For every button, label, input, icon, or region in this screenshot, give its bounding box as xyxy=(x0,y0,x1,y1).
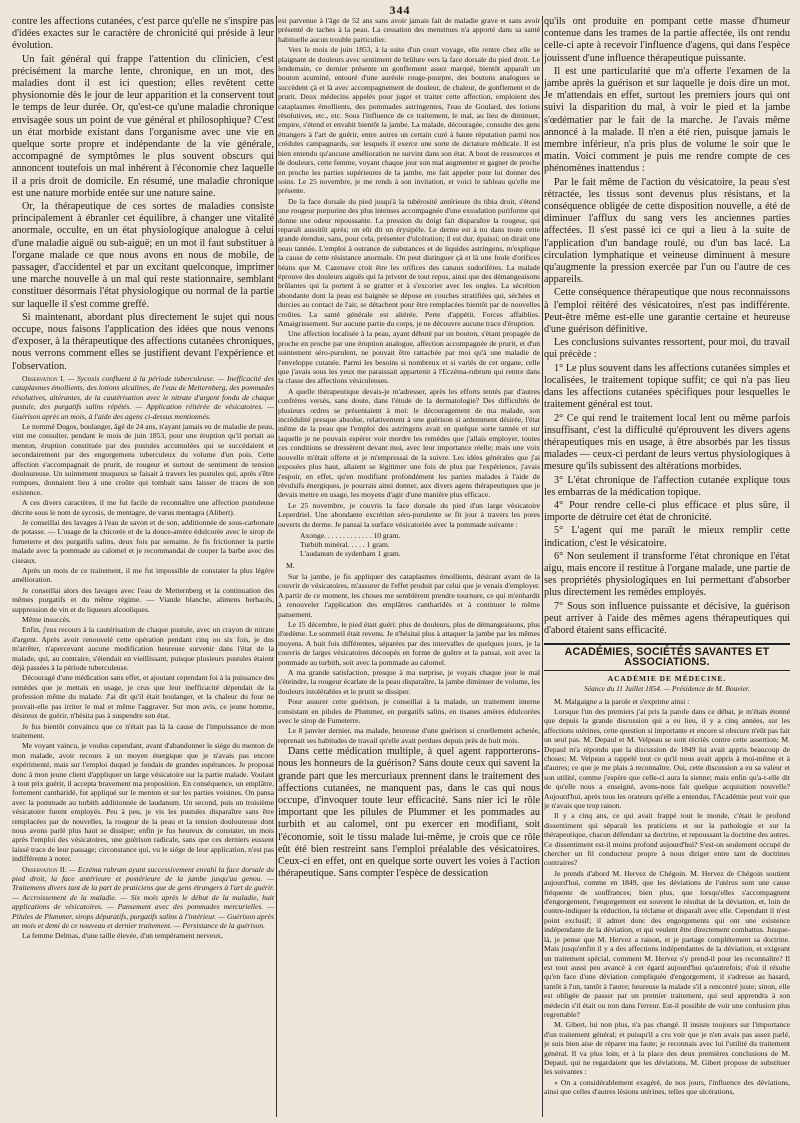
observation-heading xyxy=(12,865,274,931)
academy-report xyxy=(544,697,790,1097)
paragraph: Le 8 janvier dernier, ma malade, heureuse d'une guérison si cruellement achetée, reprenait ses habitudes de travail qu'elle avait perdues depuis près de huit mois. xyxy=(278,726,540,745)
paragraph: Un fait général qui frappe l'attention du clinicien, c'est précisément la marche lente, chronique, en un mot, des maladies dont il est ici question; elles revêtent cette physionomie dès le jour de leur apparition et la conservent tout le temps de leur durée. Or, qu'est-ce qu'une maladie chronique envisagée sous un point de vue général et philosophique? C'est un état morbide existant dans l'organisme avec une vie en quelque sorte propre et indépendante de la vie générale, accompagné de symptômes le plus souvent obscurs qui annoncent toutefois un mal inhérent à l'économie chez laquelle il a pris droit de domicile. En résumé, une maladie chronique est une nature morbide entée sur une nature saine. xyxy=(12,53,274,199)
paragraph: qu'ils ont produite en pompant cette masse d'humeur contenue dans les trames de la partie affectée, ils ont rendu celle-ci apte à recevoir l'influence d'agens, qui dans l'espèce jouissent d'une influence thérapeutique puissante. xyxy=(544,16,790,64)
session-line: Séance du 11 Juillet 1854. — Présidence de M. Bouvier. xyxy=(584,683,750,693)
paragraph: La femme Delmas, d'une taille élevée, d'un tempérament nerveux, xyxy=(22,931,223,941)
paragraph: Je prends d'abord M. Hervez de Chégoin. M. Hervez de Chégoin soutient aujourd'hui, comme en 1849, que les déviations de l'utérus sont une cause fréquente de souffrances; bien plus, que lorsqu'elles s'accompagnent d'engorgement, l'engorgement est souvent le résultat de la déviation, et, loin de contre-indiquer la réduction, la réclame et disparaît avec elle. Cependant il n'est point exclusif; il admet donc des engorgements qui ont une existence indépendante de la déviation, et qui veulent être directement combattus. Jusque-là, je pense que M. Hervez a raison, et je partage complètement sa doctrine. Mais jusqu'enfin il y a des affections indépendantes de la déviation, et exigeant un traitement spécial, comment M. Hervez s'y prend-il pour les reconnaître? Il est tout aussi peu avancé à cet égard aujourd'hui qu'autrefois; d'où il résulte qu'en face d'une déviation compliquée d'engorgement, il s'adresse au hasard, tantôt à l'un, tantôt à l'autre; heureuse la malade s'il a rencontré juste; sinon, elle est obligée de passer par un premier traitement, qui seul apprendra à son médecin s'il était ou non dans l'erreur. Est-il possible de voir une confusion plus regrettable? xyxy=(544,868,790,1019)
paragraph: A ces divers caractères, il me fut facile de reconnaître une affection pustuleuse décrite sous le nom de sycosis, de mentagre, de varus mentagra (Alibert). xyxy=(12,498,274,517)
conclusion-item: 1° Le plus souvent dans les affections cutanées simples et localisées, le traitement topique suffit; ce qui n'a pas lieu dans les affections cutanées spécifiques pour lesquelles le traitement général est tout. xyxy=(544,362,790,411)
paragraph: M. Gibert, lui non plus, n'a pas changé. Il insiste toujours sur l'importance d'un traitement général; et puisqu'il a cru voir que je n'en avais pas assez parlé, je suis bien aise de réparer ma faute; je reconnais avec lui l'utilité du traitement général. Il va plus loin; et à la place des deux premières conclusions de M. Depaul, qui ne regardaient que les déviations, M. Gibert propose de substituer les suivantes : xyxy=(544,1020,790,1077)
observation-1 xyxy=(12,374,274,864)
conclusion-item: 3° L'état chronique de l'affection cutanée explique tous les embarras de la médication topique. xyxy=(544,474,790,498)
paragraph: « On a considérablement exagéré, de nos jours, l'influence des déviations, ainsi que celles d'autres lésions utérines, telles que ulcérations, xyxy=(544,1077,790,1097)
column-middle xyxy=(278,16,540,1119)
paragraph: Cette conséquence thérapeutique que nous reconnaissons à l'emploi réitéré des vésicatoires, n'est pas indifférente. Peut-être même est-elle une garantie certaine et heureuse d'une guérison définitive. xyxy=(544,287,790,336)
conclusion-item: 5° L'agent qui me paraît le mieux remplir cette indication, c'est le vésicatoire. xyxy=(544,525,790,549)
paragraph: Il est une particularité que m'a offerte l'examen de la jambe après la guérison et sur laquelle je dois dire un mot. Je m'attendais en effet, surtout les premiers jours qui ont suivi la disparition du mal, à voir le pied et la jambe s'œdématier par le fait de la marche. Je l'avais même annoncé à la malade. Il n'en a été rien, puisque jamais le membre inférieur, n'a pris plus de volume le soir que le matin. Voici comment je puis me rendre compte de ces phénomènes inattendus : xyxy=(544,65,790,175)
paragraph: Me voyant vaincu, je voulus cependant, avant d'abandonner le siége du menton de mon malade, avoir recours à un moyen énergique que je n'avais pas encore expérimenté, mais sur l'emploi duquel je fondais de grandes espérances. Je proposai donc à mon jeune client d'appliquer un large vésicatoire sur la partie malade. Voulant à tout prix guérir, il accepta bravement ma proposition. En conséquence, un emplâtre, fortement cantharidé, fut appliqué sur le menton et sur les parties voisines. On pansa avec la pommade au turbith additionnée de laudanum. Un second, puis un troisième vésicatoire furent employés. Peu à peu, je vis les pustules disparaître sans être remplacées par de nouvelles, la rougeur de la peau et la tension douloureuse dont nous avons parlé plus haut se dissiper; enfin je fus heureux de constater, un mois après l'emploi des vésicatoires, une guérison radicale, sans que ces derniers eussent laissé trace de leur passage; circonstance qui, vu le siége de leur application, n'est pas indifférente à noter. xyxy=(12,741,274,864)
observation-label: Observation II. xyxy=(22,864,67,874)
formula-line: L'audanum de sydenham 1 gram. xyxy=(300,549,401,559)
paragraph: Le 15 décembre, le pied était guéri: plus de douleurs, plus de démangeaisons, plus d'œdème. Le sommeil était revenu. Je n'hésitai plus à attaquer la jambe par les mêmes moyens. A huit fois différentes, séparées par des intervalles de quelques jours, je la couvris de larges vésicatoires découpés en forme de guêtre et la pansai, soit avec la pommade au turbith, soit avec la pommade au calomel. xyxy=(278,619,540,667)
conclusion-item: 2° Ce qui rend le traitement local lent ou même parfois insuffisant, c'est la difficulté qu'éprouvent les divers agens thérapeutiques mis en usage, à être absorbés par les tissus malades — ceux-ci perdant de leurs vertus physiologiques à mesure qu'ils subissent des altérations morbides. xyxy=(544,412,790,473)
paragraph: Si maintenant, abordant plus directement le sujet qui nous occupe, nous faisons l'application des idées que nous venons d'exposer, à la thérapeutique des affections cutanées chroniques, nous verrons comment elles se justifient devant l'expérience et l'observation. xyxy=(12,311,274,372)
paragraph: est parvenue à l'âge de 52 ans sans avoir jamais fait de maladie grave et sans avoir présenté de taches à la peau. La cessation des menstrues n'a apporté dans sa santé habituelle aucun trouble particulier. xyxy=(278,16,540,44)
paragraph: A ma grande satisfaction, presque à ma surprise, je voyais chaque jour le mal s'éteindre, la rougeur écarlate de la peau disparaître, la jambe diminuer de volume, les douleurs intolérables et le prurit se dissiper. xyxy=(278,668,540,696)
conclusion-item: 4° Pour rendre celle-ci plus efficace et plus sûre, il importe de détruire cet état de chronicité. xyxy=(544,499,790,524)
paragraph: M. Malgaigne a la parole et s'exprime ainsi : xyxy=(554,696,690,706)
observation-heading xyxy=(12,374,274,421)
column-left xyxy=(12,16,274,1119)
observation-label: Observation I. xyxy=(22,373,65,383)
paragraph: Enfin, j'eus recours à la cautérisation de chaque pustule, avec un crayon de nitrate d'argent. Après avoir renouvelé cette opération pendant cinq ou six fois, je dus m'arrêter, n'apercevant aucune modification heureuse survenir dans l'état de la malade, qui, au contraire, s'étendait en vieillissant, puisque plusieurs pustules étaient déjà passées à la période tuberculeuse. xyxy=(12,625,274,673)
formula-line: Axonge. . . . . . . . . . . . . 10 gram. xyxy=(300,530,401,540)
paragraph: Dans cette médication multiple, à quel agent rapporterons-nous les honneurs de la guérison? Sans doute ceux qui savent la grande part que les mercuriaux prennent dans le traitement des affections cutanées, ne manquent pas, dans le cas qui nous occupe, d'invoquer toute leur efficacité. Sans nier ici le rôle important que les pilules de Plummer et les pommades au turbith et au calomel, ont pu exercer en modifiant, soit l'économie, soit le tissu malade lui-même, je crois que ce rôle eût été bien restreint sans l'emploi préalable des vésicatoires. Ceux-ci en effet, ont en quelque sorte ouvert les voies à l'action thérapeutique. Sans compter l'espèce de dessication xyxy=(278,746,540,880)
paragraph: Les conclusions suivantes ressortent, pour moi, du travail qui précède : xyxy=(544,337,790,361)
paragraph: Par le fait même de l'action du vésicatoire, la peau s'est rétractée, les tissus sont devenus plus résistans, et la conséquence obligée de cette disposition nouvelle, a été de diminuer l'afflux du sang vers les anciennes parties affectées. Il s'est passé ici ce qui a lieu à la suite de l'application d'un bandage roulé, ou d'un bas lacé. La circulation lymphatique et veineuse diminuent à mesure qu'augmente la pression exercée par l'un ou l'autre de ces appareils. xyxy=(544,176,790,286)
paragraph: Pour assurer cette guérison, je conseillai à la malade, un traitement interne consistant en pilules de Plummer, en purgatifs salins, en tisanes amères édulcorées avec le sirop de Fumeterre. xyxy=(278,697,540,726)
paragraph: Même insuccès. xyxy=(22,615,71,625)
observation-title: — Sycosis confluent à la période tuberculeuse. — Inefficacité des cataplasmes émollients, des lotions alcalines, de l'eau de Metternberg, des pommades résolutives, altérantes, de la cautérisation avec le nitrate d'argent fondu de chaque pustule, des purgatifs salins répétés. — Application réitérée de vésicatoires. — Guérison après un mois, à l'aide des agens ci-dessus mentionnés. xyxy=(12,373,274,421)
paragraph: A quelle thérapeutique devais-je m'adresser, après les efforts tentés par d'autres confrères versés, sans doute, dans l'étude de la dermatologie? Des difficultés de plusieurs ordres se présentaient à moi: le découragement de ma malade, son incrédulité presque absolue, relativement à une guérison si ardemment désirée, l'état même de la peau que l'emploi des astringens avait en quelque sorte tannée et sur laquelle je ne pouvais espérer voir mordre les remèdes que j'allais employer, toutes ces conditions se dressèrent devant moi, avec leur importance réelle; mais une voix nouvelle m'était offerte et je m'empressai de la suivre. Les idées générales que j'ai exposées plus haut, allaient se légitimer une fois de plus par l'expérience, j'avais l'espoir, en effet, qu'en modifiant profondément les parties malades à l'aide de révulsifs énergiques, je pourrais ainsi donner, aux divers agens thérapeutiques que je devais mettre en usage, les moyens d'agir d'une manière plus efficace. xyxy=(278,386,540,500)
observation-2 xyxy=(12,865,274,941)
page-number: 344 xyxy=(389,3,411,17)
paragraph: Lorsque l'un des premiers j'ai pris la parole dans ce débat, je m'étais étonné que depuis la grande discussion qui a eu lieu, il y a cinq années, sur les affections utérines, cette question si importante et encore si obscure n'eût pas fait un seul pas. M. Depaul et M. Velpeau se sont récriés contre cette assertion; M. Depaul m'a répondu que la discussion de 1849 lui avait appris beaucoup de choses; M. Velpeau a rappelé tout ce qu'il nous avait appris à moi-même et à d'autres; ce que je me plais à reconnaître. Oui, cette discussion a eu sa valeur et son utilité, comme j'espère que celle-ci aura la sienne; mais enfin qu'a-t-elle dit de qu'elle nous a enseigné, avons-nous fait quelque acquisition nouvelle? Aujourd'hui, après tous les orateurs qu'elle a entendus, l'Académie peut voir que je n'avais que trop raison. xyxy=(544,706,790,810)
paragraph: Je conseillai des lavages à l'eau de savon et de son, additionnée de sous-carbonate de potasse. — L'usage de la chicorée et de la douce-amère édulcorée avec le sirop de fumeterre et des purgatifs salins, deux fois par semaine. Je fis frictionner la partie malade avec la pommade au calomel et je recommandai de couper la barbe avec des ciseaux. xyxy=(12,517,274,565)
conclusion-item: 7° Sous son influence puissante et décisive, la guérison peut arriver à l'aide des mêmes agens thérapeutiques qui d'abord étaient sans efficacité. xyxy=(544,600,790,636)
section-heading: ACADÉMIES, SOCIÉTÉS SAVANTES ET ASSOCIATIONS. xyxy=(544,643,790,671)
paragraph: Une affection localisée à la peau, ayant débuté par un bouton, s'étant propagée de proche en proche par une éruption analogue, affection accompagnée de prurit, et d'un suintement séro-purulent, ne pouvait être rattachée par moi qu'à une maladie de l'enveloppe cutanée. Parmi les besoins si nombreux et si variés de cet organe, celle que j'avais sous les yeux me paraissait appartenir à l'Eczéma-rubrum qui rentre dans la classe des affections vésiculeuses. xyxy=(278,329,540,386)
formula-signature: M. xyxy=(286,560,295,570)
paragraph: Le 25 novembre, je couvris la face dorsale du pied d'un large vésicatoire Leperdriel. Une abondante excrétion séro-purulente se fit jour à travers les pores ouverts du derme. Je pansai la surface vésicatoriée avec la pommade suivante : xyxy=(278,500,540,529)
formula-line: Turbith minéral. . . . . 1 gram. xyxy=(300,540,390,550)
column-rule xyxy=(276,16,277,1117)
column-right xyxy=(544,16,790,1119)
paragraph: Je fus bientôt convaincu que ce n'était pas là la cause de l'impuissance de mon traitement. xyxy=(12,721,274,740)
paragraph: Vers le mois de juin 1853, à la suite d'un court voyage, elle rentre chez elle se plaignant de douleurs avec sentiment de brûlure vers la face dorsale du pied droit. Le lendemain, ce dernier présente un gonflement assez marqué, bientôt apparaît un bouton acuminé, entouré d'une auréole rouge-pourpre, des boutons analogues se succèdent çà et là avec accompagnement de douleur, de chaleur, de gonflement et de prurit. Deux médecins appelés pour juger et traiter cette affection, emploient des cataplasmes émollients, des pommades astringentes, l'eau de Goulard, des lotions résolutives, etc., etc. Sous l'influence de ce traitement, le mal, au lieu de diminuer, empire, s'étend et envahit bientôt la jambe. La malade, découragée, consulte des gens étrangers à l'art de guérir, entre autres un certain curé à haute réputation parmi nos crédules campagnards, sur lesquels il exerce une sorte de dictature médicale. Il est bien entendu qu'aucune amélioration ne survint dans son état. A bout de ressources et de douleurs, cette femme, voyant chaque jour son mal augmenter et gagner de proche en proche les parties supérieures de la jambe, me fait appeler pour lui donner des soins. Le 25 novembre, je me rends à son invitation, et voici le tableau qu'elle me présente. xyxy=(278,45,540,196)
paragraph: De la face dorsale du pied jusqu'à la tubérosité antérieure du tibia droit, s'étend une rougeur purpurine des plus intenses accompagnée d'une exsudation puriforme qui donne une odeur repoussante. La pression du doigt fait disparaître la rougeur, qui reparaît aussitôt après; on eût dit un érysipèle. Le derme est à nu dans toute cette grande étendue, sans, pour cela, présenter d'ulcération; il est dur, épaissi; on dirait une peau tannée. L'emploi à outrance de substances et de liquides astringens, m'explique la cause de cette résistance anormale. On peut distinguer çà et là une foule d'orifices béans que M. Cazenave croit être les orifices des canaux sudorifères. La malade éprouve des douleurs aiguës qui la privent de tout repos, ainsi que des démangeaisons brûlantes qui la portent à se gratter et à s'excorier avec les ongles. La sécrétion abondante dont la peau est baignée se dépose en couches stratifiées qui, séchées et durcies au contact de l'air, se détachent pour être remplacées bientôt par de nouvelles croûtes. La santé générale est altérée. Perte d'appétit. Forces affaiblies. Amaigrissement. Sur aucune partie du corps, je ne découvre aucune trace d'éruption. xyxy=(278,196,540,328)
paragraph: Le nommé Dugos, boulanger, âgé de 24 ans, n'ayant jamais eu de maladie de peau, vint me consulter, pendant le mois de juin 1853, pour une éruption qu'il portait au menton, éruption constituée par des pustules accumulées qui se succédaient et secondairement par des engorgemens tuberculeux du volume d'un pois. Cette affection s'accompagnait de prurit, de rougeur et surtout de sentiment de tension douloureuse. Un suintement muqueux se faisait à travers les pustules qui, après s'être rompues, donnaient lieu à une croûte qui tombait sans laisser de traces de son existence. xyxy=(12,421,274,497)
subsection-heading: ACADÉMIE DE MÉDECINE. xyxy=(607,673,727,683)
paragraph: Or, la thérapeutique de ces sortes de maladies consiste principalement à ébranler cet équilibre, à changer une vitalité anormale, occulte, en un état physiologique analogue à celui d'une maladie aiguë ou sub-aiguë; en un mot il faut substituer à l'organe malade ce que nous avons en nous de mobile, de passager, d'accidentel et par un excitant quelconque, imprimer une marche nouvelle à un mal qui reste stationnaire, semblant constituer désormais l'état physiologique ou normal de la partie sur laquelle il s'est comme greffé. xyxy=(12,201,274,310)
prescription-formula xyxy=(300,531,540,559)
paragraph: Découragé d'une médication sans effet, et ajoutant cependant foi à la puissance des remèdes que je mettais en usage, je crus que leur inefficacité dépendait de la profession même du malade. J'ai dit qu'il était boulanger, et la chaleur du four ne pouvait-elle pas irriter le mal et même l'aggraver. Sur mon avis, ce jeune homme, désireux de guérir, n'hésita pas à suspendre son état. xyxy=(12,673,274,721)
paragraph: Je conseillai alors des lavages avec l'eau de Metternberg et la continuation des mêmes purgatifs et du même régime. — Viande blanche, alimens herbacés, suppression de vin et de liqueurs alcooliques. xyxy=(12,585,274,614)
observation-title: — Eczéma rubrum ayant successivement envahi la face dorsale du pied droit, la face antérieure et postérieure de la jambe jusqu'au genou. — Traitemens divers tant de la part de praticiens que de gens étrangers à l'art de guérir. — Accroissement de la maladie. — Six mois après le début de la maladie, huit applications de vésicatoires. — Pansement avec des pommades mercurielles. — Pilules de Plummer, sirops dépuratifs, purgatifs salins à l'intérieur. — Guérison après un mois et demi de ce nouveau et dernier traitement. — Persistance de la guérison. xyxy=(12,864,274,931)
conclusion-item: 6° Non seulement il transforme l'état chronique en l'état aigu, mais encore il restitue à l'organe malade, une partie de ses propriétés physiologiques en lui permettant d'absorber plus directement les remèdes employés. xyxy=(544,550,790,599)
paragraph: Après un mois de ce traitement, il me fut impossible de constater la plus légère amélioration. xyxy=(12,566,274,585)
paragraph: contre les affections cutanées, c'est parce qu'elle ne s'inspire pas d'idées exactes sur le caractère de chronicité qui préside à leur évolution. xyxy=(12,16,274,52)
paragraph: Sur la jambe, je fis appliquer des cataplasmes émollients, désirant avant de la couvrir de vésicatoires, m'assurer de l'effet produit par celui que je venais d'employer. A partir de ce moment, les choses me semblèrent prendre tournure, ce qui m'enhardit à renouveler l'application des emplâtres cantharidés et à continuer le même pansement. xyxy=(278,571,540,619)
column-rule xyxy=(542,16,543,1117)
paragraph: Il y a cinq ans, ce qui avait frappé tout le monde, c'était le profond dissentiment qui séparait les praticiens et sur la pathologie et sur la thérapeutique, chacun défendant sa doctrine, et repoussant la doctrine des autres. Ce dissentiment est-il moins profond aujourd'hui? S'est-on seulement occupé de chercher un fil conducteur propre à nous diriger entre tant de doctrines contraires? xyxy=(544,811,790,868)
